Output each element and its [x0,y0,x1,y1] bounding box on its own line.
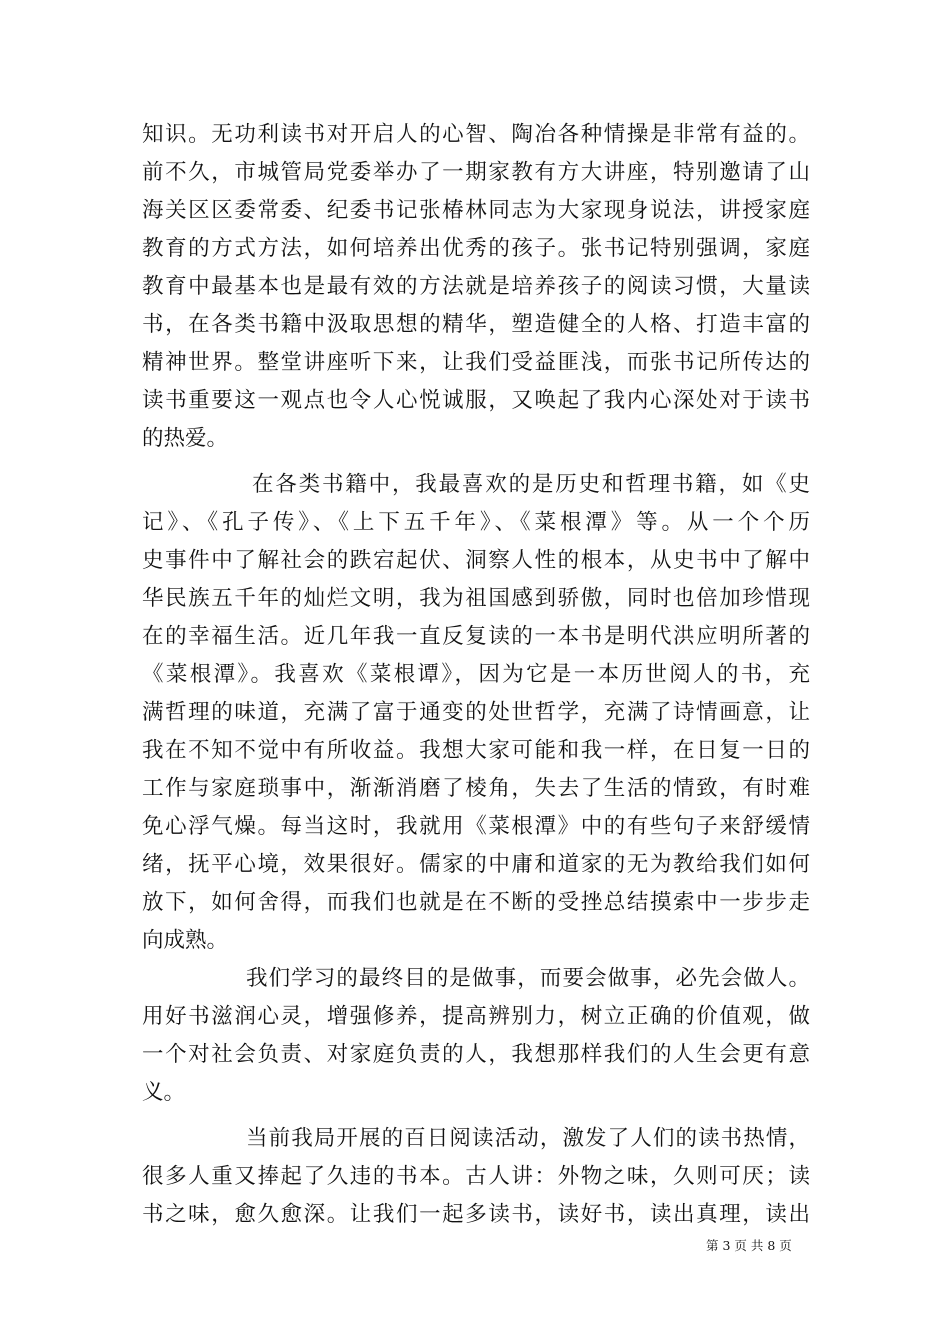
text-line: 的热爱。 [142,426,229,451]
paragraph-2 [142,466,810,960]
text-line: 记》、《孔子传》、《上下五千年》、《菜根潭》等。从一个个历 [142,510,810,535]
text-line: 在各类书籍中，我最喜欢的是历史和哲理书籍，如《史 [252,472,810,497]
text-line: 一个对社会负责、对家庭负责的人，我想那样我们的人生会更有意 [142,1042,810,1067]
text-line: 工作与家庭琐事中，渐渐消磨了棱角，失去了生活的情致，有时难 [142,776,810,801]
text-line: 书，在各类书籍中汲取思想的精华，塑造健全的人格、打造丰富的 [142,312,810,337]
text-line: 华民族五千年的灿烂文明，我为祖国感到骄傲，同时也倍加珍惜现 [142,586,810,611]
text-line: 义。 [142,1080,186,1105]
text-line: 教育中最基本也是最有效的方法就是培养孩子的阅读习惯，大量读 [142,274,810,299]
text-line: 《菜根潭》。我喜欢《菜根谭》，因为它是一本历世阅人的书，充 [142,662,810,687]
text-line: 用好书滋润心灵，增强修养，提高辨别力，树立正确的价值观，做 [142,1004,810,1029]
paragraph-gap [142,458,810,466]
text-line: 免心浮气燥。每当这时，我就用《菜根潭》中的有些句子来舒缓情 [142,814,810,839]
text-line: 满哲理的味道，充满了富于通变的处世哲学，充满了诗情画意，让 [142,700,810,725]
paragraph-1 [142,116,810,458]
text-line: 前不久，市城管局党委举办了一期家教有方大讲座，特别邀请了山 [142,160,810,185]
text-line: 书之味，愈久愈深。让我们一起多读书，读好书，读出真理，读出 [142,1202,810,1227]
text-line: 海关区区委常委、纪委书记张椿林同志为大家现身说法，讲授家庭 [142,198,810,223]
paragraph-4 [142,1120,810,1234]
text-line: 史事件中了解社会的跌宕起伏、洞察人性的根本，从史书中了解中 [142,548,810,573]
page-number-footer: 第 3 页 共 8 页 [706,1238,792,1253]
text-line: 我们学习的最终目的是做事，而要会做事，必先会做人。 [246,966,810,991]
text-line: 放下，如何舍得，而我们也就是在不断的受挫总结摸索中一步步走 [142,890,810,915]
text-line: 在的幸福生活。近几年我一直反复读的一本书是明代洪应明所著的 [142,624,810,649]
text-line: 知识。无功利读书对开启人的心智、陶冶各种情操是非常有益的。 [142,122,810,147]
text-line: 很多人重又捧起了久违的书本。古人讲：外物之味，久则可厌；读 [142,1164,810,1189]
text-line: 读书重要这一观点也令人心悦诚服，又唤起了我内心深处对于读书 [142,388,810,413]
document-body [142,116,810,1234]
text-line: 我在不知不觉中有所收益。我想大家可能和我一样，在日复一日的 [142,738,810,763]
paragraph-gap [142,1112,810,1120]
text-line: 当前我局开展的百日阅读活动，激发了人们的读书热情， [246,1126,810,1151]
text-line: 精神世界。整堂讲座听下来，让我们受益匪浅，而张书记所传达的 [142,350,810,375]
text-line: 绪，抚平心境，效果很好。儒家的中庸和道家的无为教给我们如何 [142,852,810,877]
text-line: 教育的方式方法，如何培养出优秀的孩子。张书记特别强调，家庭 [142,236,810,261]
text-line: 向成熟。 [142,928,229,953]
paragraph-3 [142,960,810,1112]
